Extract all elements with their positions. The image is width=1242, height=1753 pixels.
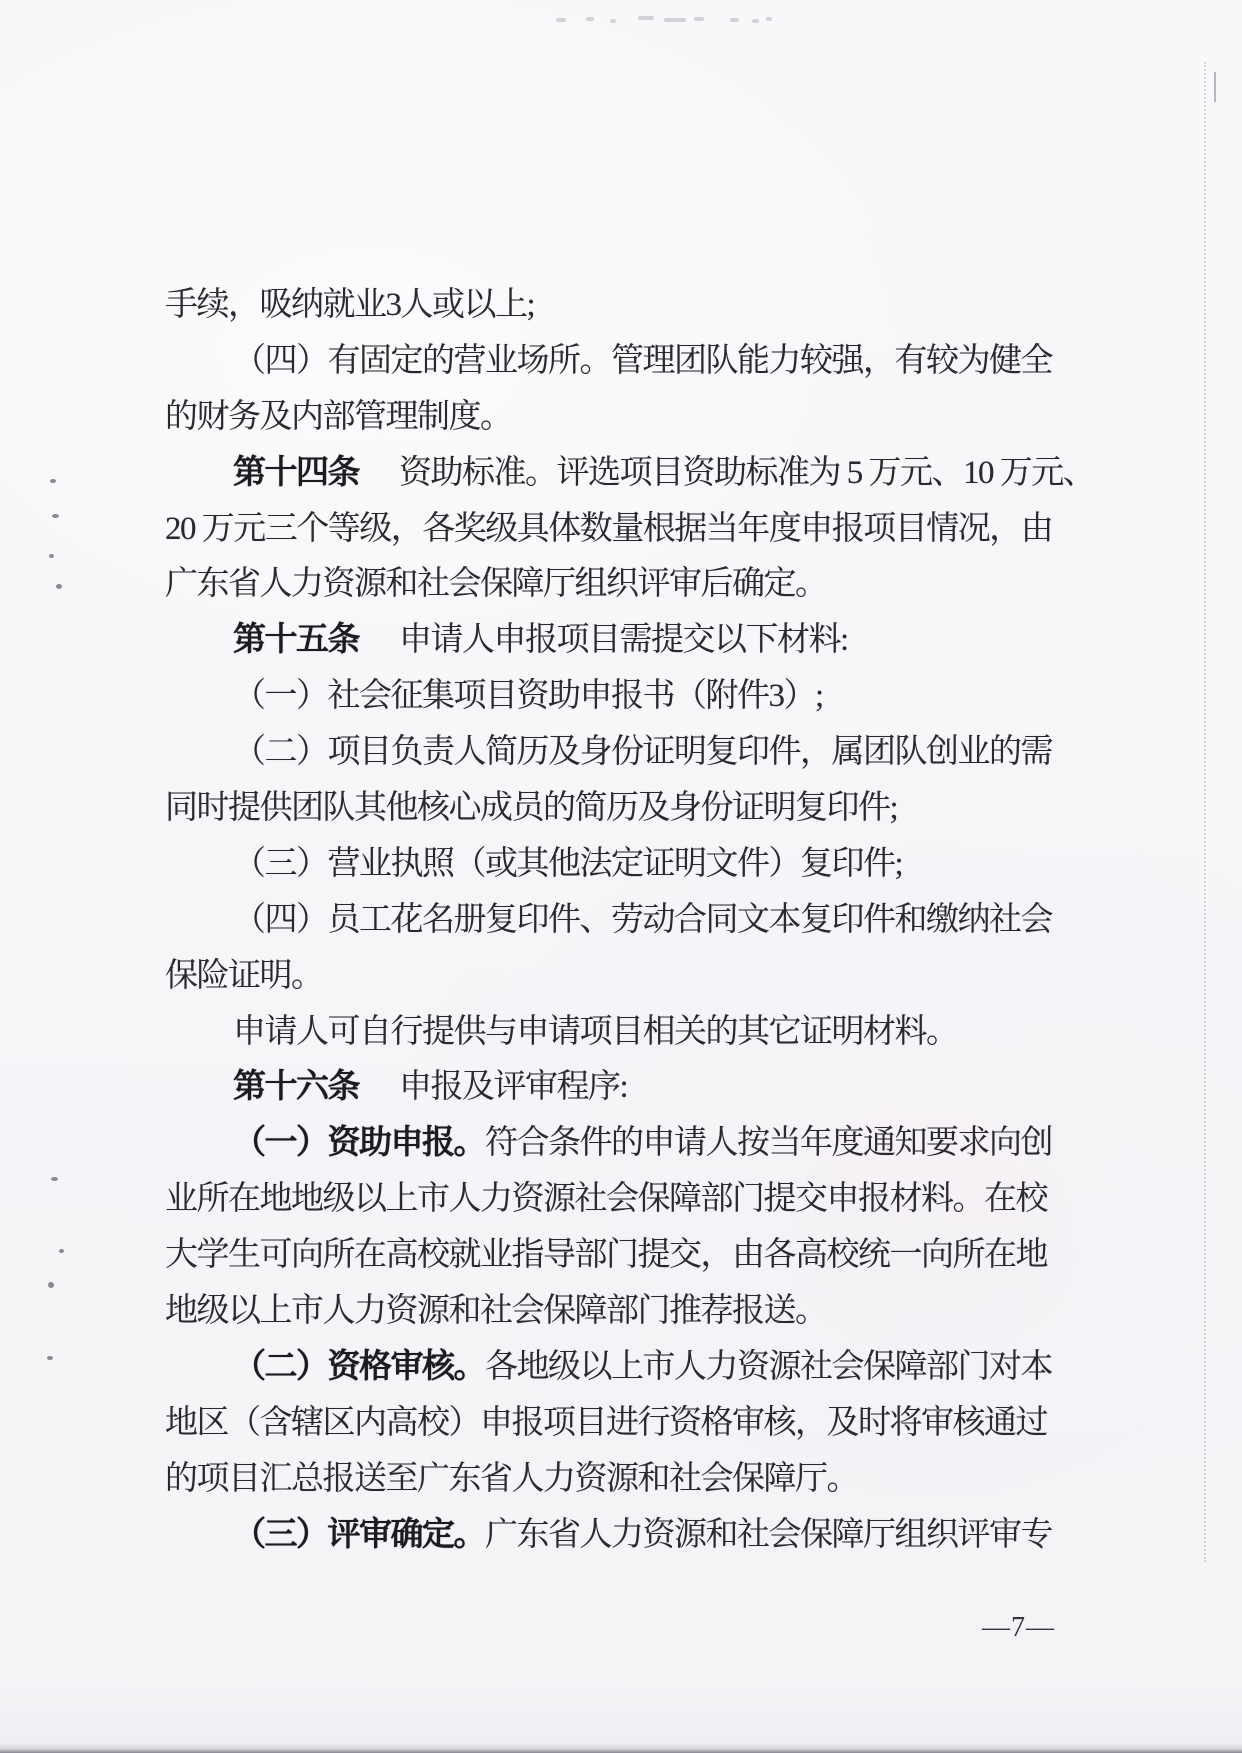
line-text: 资助标准。评选项目资助标准为 5 万元、10 万元、 (399, 454, 1095, 491)
document-body (165, 278, 1122, 1563)
scan-artifact-right-edge (1204, 62, 1206, 1562)
scan-speck (49, 554, 54, 558)
item-heading-bold: （二）资格审核。 (233, 1348, 485, 1385)
line-text: 申报及评审程序: (399, 1069, 628, 1106)
text-line-article-14 (165, 446, 1122, 502)
line-text: 符合条件的申请人按当年度通知要求向创 (485, 1125, 1052, 1162)
text-line (165, 837, 1122, 893)
text-line (165, 1452, 1122, 1508)
article-number-bold: 第十六条 (233, 1069, 359, 1106)
line-text: 申请人可自行提供与申请项目相关的其它证明材料。 (233, 1013, 958, 1050)
item-heading-bold: （一）资助申报。 (233, 1125, 485, 1162)
text-line (165, 669, 1122, 725)
line-text: 20 万元三个等级，各奖级具体数量根据当年度申报项目情况，由 (165, 510, 1053, 547)
scan-speck (59, 1249, 64, 1253)
item-heading-bold: （三）评审确定。 (233, 1516, 485, 1553)
text-line (165, 949, 1122, 1005)
text-line (165, 1228, 1122, 1284)
page-number: —7— (982, 1612, 1055, 1643)
line-text: 大学生可向所在高校就业指导部门提交，由各高校统一向所在地 (165, 1237, 1047, 1274)
scan-speck (48, 1282, 54, 1288)
line-text: 地级以上市人力资源和社会保障部门推荐报送。 (165, 1293, 827, 1330)
text-line (165, 725, 1122, 781)
line-text: 手续，吸纳就业3人或以上; (165, 287, 535, 323)
line-text: 各地级以上市人力资源社会保障部门对本 (485, 1348, 1052, 1385)
text-line (165, 781, 1122, 837)
text-line (165, 1172, 1122, 1228)
line-text: 地区（含辖区内高校）申报项目进行资格审核，及时将审核通过 (165, 1404, 1047, 1441)
text-line-item-2 (165, 1340, 1122, 1396)
text-line-item-3 (165, 1508, 1122, 1564)
line-text: 广东省人力资源和社会保障厅组织评审专 (485, 1516, 1052, 1553)
text-line-article-15 (165, 613, 1122, 669)
line-text: 的财务及内部管理制度。 (165, 398, 512, 435)
text-line-article-16 (165, 1060, 1122, 1116)
line-text: （一）社会征集项目资助申报书（附件3）; (233, 678, 823, 715)
text-line (165, 1005, 1122, 1061)
scan-speck (51, 1177, 58, 1181)
scan-speck (52, 514, 59, 518)
line-text: 同时提供团队其他核心成员的简历及身份证明复印件; (165, 790, 898, 827)
text-line (165, 1284, 1122, 1340)
line-text: （四）员工花名册复印件、劳动合同文本复印件和缴纳社会 (233, 901, 1052, 938)
line-text: 申请人申报项目需提交以下材料: (399, 622, 848, 659)
text-line (165, 390, 1122, 446)
text-line (165, 278, 1122, 334)
scan-speck (50, 479, 56, 483)
line-text: 保险证明。 (165, 957, 323, 994)
scan-artifact-bottom-edge (0, 1743, 1242, 1753)
text-line (165, 1396, 1122, 1452)
article-number-bold: 第十五条 (233, 622, 359, 659)
text-line (165, 557, 1122, 613)
line-text: 广东省人力资源和社会保障厅组织评审后确定。 (165, 566, 827, 603)
text-line (165, 893, 1122, 949)
line-text: （三）营业执照（或其他法定证明文件）复印件; (233, 845, 903, 882)
scan-speck (56, 584, 62, 589)
line-text: 业所在地地级以上市人力资源社会保障部门提交申报材料。在校 (165, 1181, 1047, 1218)
scan-speck (47, 1356, 53, 1360)
text-line (165, 334, 1122, 390)
text-line (165, 502, 1122, 558)
line-text: 的项目汇总报送至广东省人力资源和社会保障厅。 (165, 1460, 858, 1497)
line-text: （二）项目负责人简历及身份证明复印件，属团队创业的需 (233, 734, 1052, 771)
line-text: （四）有固定的营业场所。管理团队能力较强，有较为健全 (233, 342, 1052, 379)
article-number-bold: 第十四条 (233, 454, 359, 491)
scan-artifact-right-tick (1214, 72, 1216, 102)
text-line-item-1 (165, 1116, 1122, 1172)
